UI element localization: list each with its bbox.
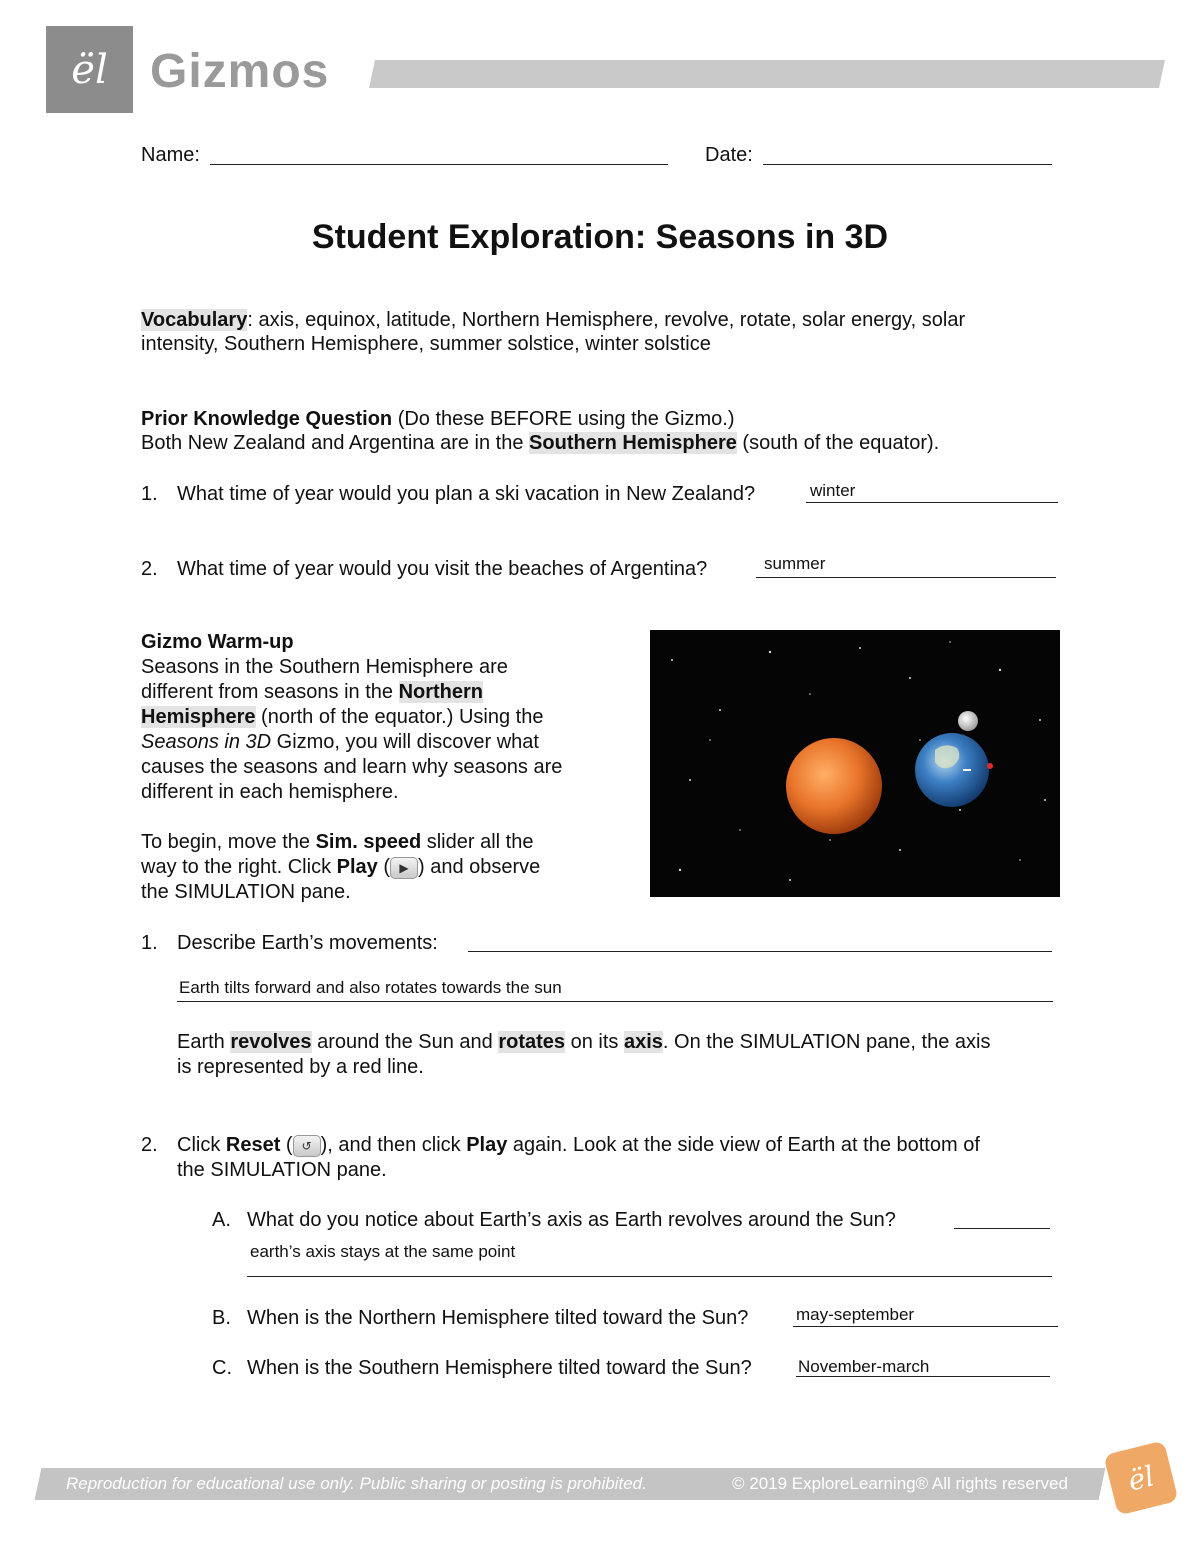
warmup-text: different from seasons in the [141, 681, 399, 703]
q2-text [177, 1133, 1077, 1183]
q1-answer-line-1[interactable] [468, 951, 1052, 952]
revolves-term: revolves [230, 1031, 312, 1053]
name-label: Name: [141, 144, 200, 166]
q1-text: Describe Earth’s movements: [177, 932, 438, 954]
explanation-text: on its [565, 1031, 624, 1053]
q2b-letter: B. [212, 1307, 231, 1329]
explanation-text: . On the SIMULATION pane, the axis [662, 1031, 991, 1053]
vocabulary-text: : axis, equinox, latitude, Northern Hemisphere, revolve, rotate, solar energy, solar [247, 309, 966, 331]
vocabulary-label: Vocabulary [141, 309, 248, 331]
explanation-text: is represented by a red line. [177, 1056, 424, 1078]
warmup-section [141, 630, 621, 905]
q2-text-part: Click [177, 1134, 226, 1156]
gizmos-wordmark: Gizmos [150, 45, 330, 98]
footer-logo: ël [1103, 1440, 1178, 1515]
sim-speed-term: Sim. speed [315, 831, 422, 853]
prior-answer-2-line[interactable] [756, 577, 1056, 578]
footer-copyright: © 2019 ExploreLearning® All rights reserved [732, 1474, 1068, 1493]
q1-explanation [177, 1030, 1077, 1080]
q2-text-part: ), and then click [320, 1134, 467, 1156]
prior-question-1-number: 1. [141, 483, 158, 505]
prior-intro: Both New Zealand and Argentina are in the [141, 432, 530, 454]
rotates-term: rotates [498, 1031, 566, 1053]
q2c-answer: November-march [798, 1357, 930, 1376]
q2c-letter: C. [212, 1357, 232, 1379]
date-label: Date: [705, 144, 753, 166]
warmup-text: the SIMULATION pane. [141, 881, 351, 903]
explanation-text: around the Sun and [311, 1031, 499, 1053]
play-icon: ▶ [390, 857, 418, 879]
q2-number: 2. [141, 1134, 158, 1156]
q2a-answer-line-2[interactable] [247, 1276, 1052, 1277]
northern-term: Northern [398, 681, 484, 703]
warmup-text: ) and observe [418, 856, 541, 878]
q2-text-part: ( [280, 1134, 293, 1156]
prior-intro-end: (south of the equator). [736, 432, 940, 454]
play-term: Play [466, 1134, 508, 1156]
warmup-text: causes the seasons and learn why seasons are [141, 756, 563, 778]
prior-answer-1-line[interactable] [806, 502, 1058, 503]
q2-text-part: the SIMULATION pane. [177, 1159, 387, 1181]
q2a-letter: A. [212, 1209, 231, 1231]
date-field[interactable] [763, 164, 1052, 165]
prior-question-2-text: What time of year would you visit the beaches of Argentina? [177, 558, 708, 580]
prior-knowledge-note: (Do these BEFORE using the Gizmo.) [392, 408, 735, 430]
warmup-text: Seasons in the Southern Hemisphere are [141, 656, 508, 678]
header-bar [369, 60, 1165, 88]
q2b-answer: may-september [796, 1305, 915, 1324]
axis-term: axis [623, 1031, 663, 1053]
page-title: Student Exploration: Seasons in 3D [311, 218, 889, 256]
footer-disclaimer: Reproduction for educational use only. Public sharing or posting is prohibited. [66, 1474, 647, 1493]
reset-term: Reset [225, 1134, 281, 1156]
warmup-text: Gizmo, you will discover what [271, 731, 539, 753]
prior-answer-2: summer [764, 554, 826, 573]
simulation-svg [650, 630, 1060, 897]
vocabulary-section [141, 308, 1061, 356]
simulation-screenshot [650, 630, 1060, 897]
moon [958, 711, 978, 731]
q1-number: 1. [141, 932, 158, 954]
prior-knowledge-heading: Prior Knowledge Question [141, 408, 393, 430]
prior-knowledge-section [141, 407, 1061, 455]
southern-hemisphere-term: Southern Hemisphere [529, 432, 737, 454]
explorelearning-logo: ël [46, 26, 133, 113]
q1-answer: Earth tilts forward and also rotates towards the sun [179, 978, 562, 997]
gizmo-name: Seasons in 3D [141, 731, 272, 753]
prior-answer-1: winter [810, 481, 856, 500]
play-term: Play [336, 856, 378, 878]
warmup-text: ( [377, 856, 390, 878]
q2-text-part: again. Look at the side view of Earth at the bottom of [507, 1134, 980, 1156]
explanation-text: Earth [177, 1031, 231, 1053]
q2a-text: What do you notice about Earth’s axis as Earth revolves around the Sun? [247, 1209, 896, 1231]
reset-icon: ↺ [293, 1135, 321, 1157]
warmup-text: To begin, move the [141, 831, 316, 853]
axis-marker [987, 763, 993, 769]
q2c-text: When is the Southern Hemisphere tilted toward the Sun? [247, 1357, 752, 1379]
warmup-heading: Gizmo Warm-up [141, 631, 294, 653]
q2a-answer-line-1[interactable] [954, 1228, 1050, 1229]
q2b-answer-line[interactable] [793, 1326, 1058, 1327]
earth [915, 733, 989, 807]
warmup-text: slider all the [421, 831, 534, 853]
warmup-text: way to the right. Click [141, 856, 337, 878]
prior-question-2-number: 2. [141, 558, 158, 580]
warmup-text: (north of the equator.) Using the [255, 706, 544, 728]
q1-answer-line-2[interactable] [177, 1001, 1053, 1002]
hemisphere-term: Hemisphere [141, 706, 256, 728]
sun [786, 738, 882, 834]
q2b-text: When is the Northern Hemisphere tilted toward the Sun? [247, 1307, 749, 1329]
name-field[interactable] [210, 164, 668, 165]
warmup-text: different in each hemisphere. [141, 781, 399, 803]
vocabulary-text-2: intensity, Southern Hemisphere, summer solstice, winter solstice [141, 333, 711, 355]
q2a-answer: earth’s axis stays at the same point [250, 1242, 516, 1261]
prior-question-1-text: What time of year would you plan a ski vacation in New Zealand? [177, 483, 756, 505]
